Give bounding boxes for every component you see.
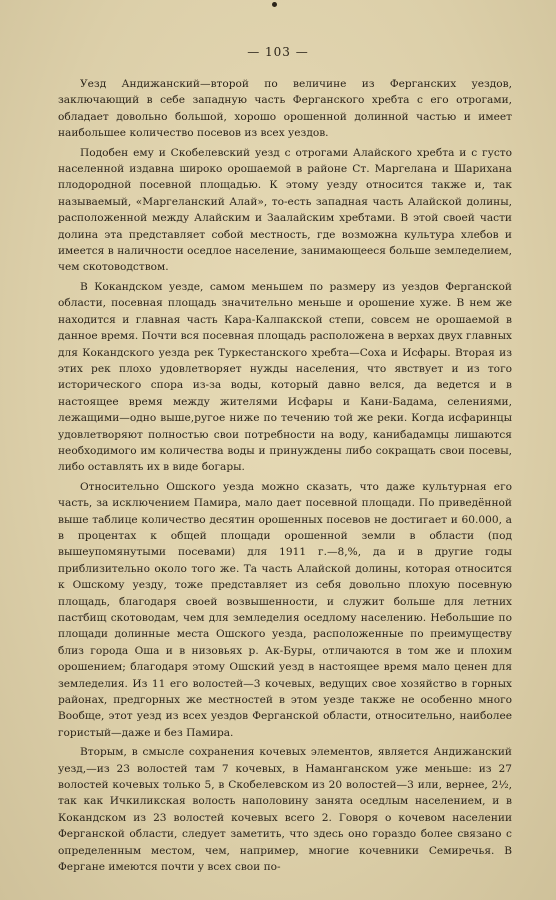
paragraph: Подобен ему и Скобелевский уезд с отрогами Алайского хребта и с густо населенной издавна широко орошаемой в районе Ст. Маргелана и Шарихана плодородной посевной площадью. К этому уезду относится также и, так называемый, «Маргеланский Алай», то-есть западная часть Алайской долины, расположенной между Алайским и Заалайским хребтами. В этой своей части долина эта представляет собой местность, где возможна культура хлебов и имеется в наличности оседлое население, занимающееся больше земледелием, чем скотоводством.	[58, 146, 512, 274]
body-text	[58, 76, 512, 879]
page-number: — 103 —	[247, 45, 309, 59]
paragraph: Относительно Ошского уезда можно сказать, что даже культурная его часть, за исключением Памира, мало дает посевной площади. По приведённой выше таблице количество десятин орошенных посевов не достигает и 60.000, а в процентах к общей площади орошенной земли в области (под вышеупомянутыми посевами) для 1911 г.—8,%, да и в другие годы приблизительно около того же. Та часть Алайской долины, которая относится к Ошскому уезду, тоже представляет из себя довольно плохую посевную площадь, благодаря своей возвышенности, и служит больше для летних пастбищ скотоводам, чем для земледелия оседлому населению. Небольшие по площади долинные места Ошского уезда, расположенные по преимуществу близ города Оша и в низовьях р. Ак-Буры, отличаются в том же и плохим орошением; благодаря этому Ошский уезд в настоящее время мало ценен для земледелия. Из 11 его волостей—3 кочевых, ведущих свое хозяйство в горных районах, предгорных же местностей в этом уезде также не особенно много Вообще, этот уезд из всех уездов Ферганской области, относительно, наиболее гористый—даже и без Памира.	[58, 480, 512, 739]
paragraph: В Кокандском уезде, самом меньшем по размеру из уездов Ферганской области, посевная площадь значительно меньше и орошение хуже. В нем же находится и главная часть Кара-Калпакской степи, совсем не орошаемой в данное время. Почти вся посевная площадь расположена в верхах двух главных для Кокандского уезда рек Туркестанского хребта—Соха и Исфары. Вторая из этих рек плохо удовлетворяет нужды населения, что явствует и из того исторического спора из-за воды, который давно велся, да ведется и в настоящее время между жителями Исфары и Кани-Бадама, селениями, лежащими—одно выше,ругое ниже по течению той же реки. Когда исфаринцы удовлетворяют полностью свои потребности на воду, канибадамцы лишаются необходимого им количества воды и принуждены либо сокращать свои посевы, либо оставлять их в виде богары.	[58, 280, 512, 474]
ink-mark	[272, 2, 277, 7]
paragraph: Вторым, в смысле сохранения кочевых элементов, является Андижанский уезд,—из 23 волостей там 7 кочевых, в Наманганском уже меньше: из 27 волостей кочевых только 5, в Скобелевском из 20 волостей—3 или, вернее, 2½, так как Ичкиликская волость наполовину занята оседлым населением, и в Кокандском из 23 волостей кочевых всего 2. Говоря о кочевом населении Ферганской области, следует заметить, что здесь оно гораздо более связано с определенным местом, чем, например, многие кочевники Семиречья. В Фергане имеются почти у всех свои по-	[58, 746, 512, 874]
paragraph: Уезд Андижанский—второй по величине из Ферганских уездов, заключающий в себе западную часть Ферганского хребта с его отрогами, обладает довольно большой, хорошо орошенной долинной частью и имеет наибольшее количество посевов из всех уездов.	[58, 78, 512, 140]
